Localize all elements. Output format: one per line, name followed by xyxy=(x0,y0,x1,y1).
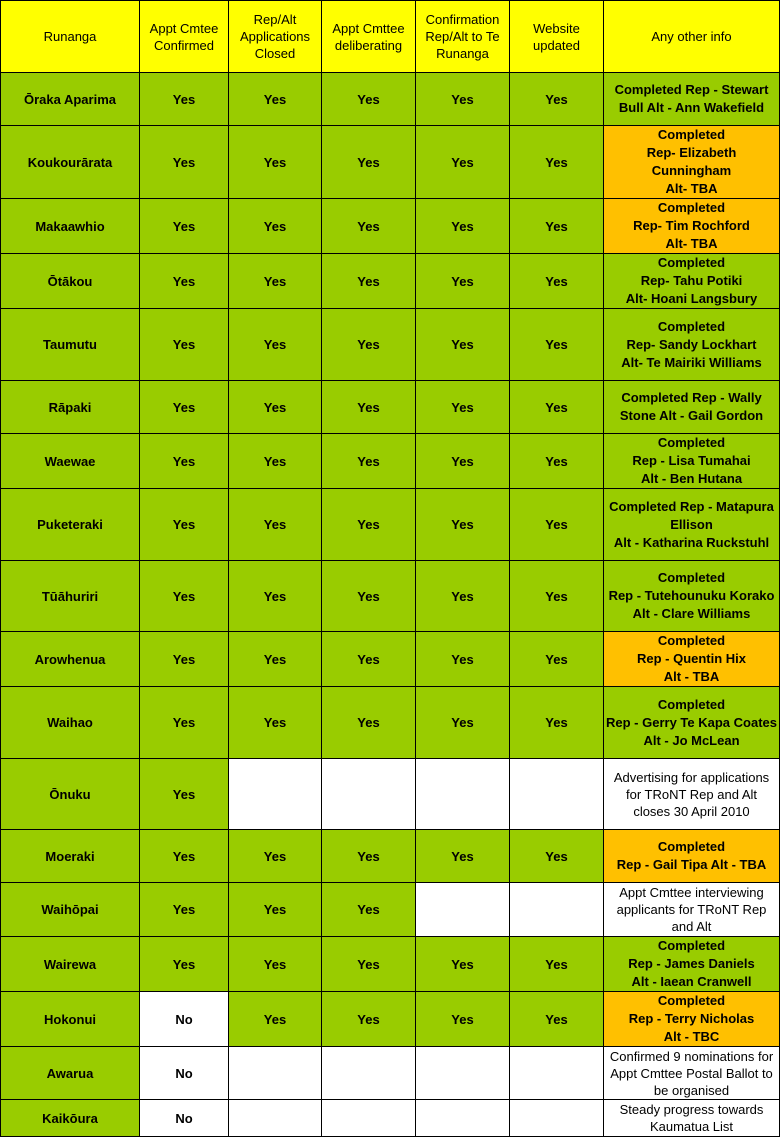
table-row xyxy=(1,254,780,309)
status-cell: Yes xyxy=(229,830,322,883)
empty-cell xyxy=(416,1047,510,1100)
table-row xyxy=(1,883,780,937)
status-cell: Yes xyxy=(140,883,229,937)
status-cell: Yes xyxy=(229,73,322,126)
status-cell: Yes xyxy=(416,126,510,199)
runanga-name: Ōraka Aparima xyxy=(1,73,140,126)
status-cell: Yes xyxy=(229,561,322,632)
other-info-cell: Appt Cmttee interviewing applicants for TRoNT Rep and Alt xyxy=(604,883,780,937)
status-cell: Yes xyxy=(140,561,229,632)
other-info-cell: Completed Rep - Matapura Ellison Alt - Katharina Ruckstuhl xyxy=(604,489,780,561)
empty-cell xyxy=(416,1100,510,1137)
other-info-cell: Completed Rep- Tim Rochford Alt- TBA xyxy=(604,199,780,254)
table-row xyxy=(1,434,780,489)
runanga-name: Rāpaki xyxy=(1,381,140,434)
status-cell: Yes xyxy=(322,199,416,254)
table-row xyxy=(1,489,780,561)
table-row xyxy=(1,1047,780,1100)
status-cell: Yes xyxy=(140,126,229,199)
other-info-cell: Completed Rep - Tutehounuku Korako Alt - Clare Williams xyxy=(604,561,780,632)
status-cell: Yes xyxy=(510,992,604,1047)
header-other-info: Any other info xyxy=(604,1,780,73)
other-info-cell: Confirmed 9 nominations for Appt Cmttee Postal Ballot to be organised xyxy=(604,1047,780,1100)
status-cell: Yes xyxy=(510,254,604,309)
status-cell: Yes xyxy=(416,254,510,309)
table-row xyxy=(1,1100,780,1137)
status-cell: Yes xyxy=(510,489,604,561)
status-cell: Yes xyxy=(140,309,229,381)
status-cell: Yes xyxy=(510,687,604,759)
empty-cell xyxy=(416,759,510,830)
runanga-name: Koukourārata xyxy=(1,126,140,199)
status-cell: Yes xyxy=(322,830,416,883)
runanga-name: Waihao xyxy=(1,687,140,759)
runanga-name: Tūāhuriri xyxy=(1,561,140,632)
status-cell: Yes xyxy=(322,381,416,434)
runanga-name: Hokonui xyxy=(1,992,140,1047)
status-cell: Yes xyxy=(322,687,416,759)
empty-cell xyxy=(229,1047,322,1100)
runanga-name: Ōtākou xyxy=(1,254,140,309)
empty-cell xyxy=(229,759,322,830)
status-cell: Yes xyxy=(229,489,322,561)
status-cell: Yes xyxy=(416,830,510,883)
runanga-name: Awarua xyxy=(1,1047,140,1100)
status-cell: Yes xyxy=(322,632,416,687)
status-cell: Yes xyxy=(416,73,510,126)
empty-cell xyxy=(416,883,510,937)
status-cell: Yes xyxy=(140,489,229,561)
table-row xyxy=(1,381,780,434)
runanga-name: Ōnuku xyxy=(1,759,140,830)
runanga-name: Wairewa xyxy=(1,937,140,992)
table-row xyxy=(1,687,780,759)
status-cell: Yes xyxy=(322,992,416,1047)
table-row xyxy=(1,830,780,883)
runanga-name: Waewae xyxy=(1,434,140,489)
header-runanga: Runanga xyxy=(1,1,140,73)
status-cell: Yes xyxy=(229,126,322,199)
table-row xyxy=(1,937,780,992)
status-cell: Yes xyxy=(510,309,604,381)
other-info-cell: Completed Rep - James Daniels Alt - Iaean Cranwell xyxy=(604,937,780,992)
table-row xyxy=(1,759,780,830)
status-cell: Yes xyxy=(510,937,604,992)
status-cell: Yes xyxy=(416,937,510,992)
other-info-cell: Completed Rep - Quentin Hix Alt - TBA xyxy=(604,632,780,687)
other-info-cell: Advertising for applications for TRoNT Rep and Alt closes 30 April 2010 xyxy=(604,759,780,830)
status-cell: Yes xyxy=(229,632,322,687)
runanga-name: Taumutu xyxy=(1,309,140,381)
other-info-cell: Steady progress towards Kaumatua List xyxy=(604,1100,780,1137)
status-cell: Yes xyxy=(140,830,229,883)
empty-cell xyxy=(229,1100,322,1137)
status-cell: Yes xyxy=(140,632,229,687)
status-cell: Yes xyxy=(416,489,510,561)
empty-cell xyxy=(510,1047,604,1100)
status-cell: Yes xyxy=(416,687,510,759)
header-applications-closed: Rep/Alt Applications Closed xyxy=(229,1,322,73)
status-cell: Yes xyxy=(140,687,229,759)
status-cell: Yes xyxy=(229,309,322,381)
status-cell: Yes xyxy=(229,937,322,992)
runanga-name: Kaikōura xyxy=(1,1100,140,1137)
status-cell: Yes xyxy=(416,199,510,254)
status-cell: No xyxy=(140,1100,229,1137)
status-cell: Yes xyxy=(229,199,322,254)
status-cell: No xyxy=(140,992,229,1047)
status-cell: Yes xyxy=(510,561,604,632)
other-info-cell: Completed Rep - Terry Nicholas Alt - TBC xyxy=(604,992,780,1047)
empty-cell xyxy=(510,883,604,937)
other-info-cell: Completed Rep - Gail Tipa Alt - TBA xyxy=(604,830,780,883)
status-cell: Yes xyxy=(416,561,510,632)
status-cell: Yes xyxy=(416,434,510,489)
status-cell: Yes xyxy=(322,309,416,381)
status-cell: Yes xyxy=(140,759,229,830)
header-row xyxy=(1,1,780,73)
header-appt-cmtee-confirmed: Appt Cmtee Confirmed xyxy=(140,1,229,73)
status-cell: Yes xyxy=(140,199,229,254)
status-cell: Yes xyxy=(510,199,604,254)
table-row xyxy=(1,309,780,381)
status-cell: Yes xyxy=(229,687,322,759)
status-cell: Yes xyxy=(416,992,510,1047)
header-website-updated: Website updated xyxy=(510,1,604,73)
status-cell: Yes xyxy=(140,937,229,992)
other-info-cell: Completed Rep- Tahu Potiki Alt- Hoani Langsbury xyxy=(604,254,780,309)
status-cell: Yes xyxy=(416,309,510,381)
empty-cell xyxy=(322,1100,416,1137)
other-info-cell: Completed Rep - Stewart Bull Alt - Ann Wakefield xyxy=(604,73,780,126)
other-info-cell: Completed Rep - Gerry Te Kapa Coates Alt - Jo McLean xyxy=(604,687,780,759)
status-cell: Yes xyxy=(140,254,229,309)
status-cell: Yes xyxy=(140,73,229,126)
status-cell: Yes xyxy=(322,489,416,561)
status-cell: Yes xyxy=(140,381,229,434)
runanga-name: Puketeraki xyxy=(1,489,140,561)
status-cell: Yes xyxy=(140,434,229,489)
status-cell: Yes xyxy=(322,434,416,489)
runanga-name: Moeraki xyxy=(1,830,140,883)
empty-cell xyxy=(322,1047,416,1100)
table-row xyxy=(1,992,780,1047)
status-cell: Yes xyxy=(322,126,416,199)
table-row xyxy=(1,199,780,254)
status-cell: Yes xyxy=(510,632,604,687)
table-row xyxy=(1,561,780,632)
other-info-cell: Completed Rep - Lisa Tumahai Alt - Ben Hutana xyxy=(604,434,780,489)
status-cell: Yes xyxy=(510,434,604,489)
header-confirmation: Confirmation Rep/Alt to Te Runanga xyxy=(416,1,510,73)
status-cell: Yes xyxy=(322,561,416,632)
other-info-cell: Completed Rep - Wally Stone Alt - Gail Gordon xyxy=(604,381,780,434)
header-cmttee-deliberating: Appt Cmttee deliberating xyxy=(322,1,416,73)
table-row xyxy=(1,126,780,199)
status-cell: Yes xyxy=(416,381,510,434)
status-cell: Yes xyxy=(510,73,604,126)
empty-cell xyxy=(322,759,416,830)
runanga-name: Waihōpai xyxy=(1,883,140,937)
empty-cell xyxy=(510,759,604,830)
status-cell: Yes xyxy=(510,381,604,434)
empty-cell xyxy=(510,1100,604,1137)
status-cell: No xyxy=(140,1047,229,1100)
status-cell: Yes xyxy=(510,830,604,883)
status-cell: Yes xyxy=(229,254,322,309)
status-cell: Yes xyxy=(322,73,416,126)
other-info-cell: Completed Rep- Sandy Lockhart Alt- Te Mairiki Williams xyxy=(604,309,780,381)
status-cell: Yes xyxy=(322,254,416,309)
status-cell: Yes xyxy=(229,883,322,937)
table-row xyxy=(1,632,780,687)
status-cell: Yes xyxy=(229,992,322,1047)
status-cell: Yes xyxy=(416,632,510,687)
status-cell: Yes xyxy=(229,381,322,434)
table-row xyxy=(1,73,780,126)
other-info-cell: Completed Rep- Elizabeth Cunningham Alt- TBA xyxy=(604,126,780,199)
status-cell: Yes xyxy=(229,434,322,489)
runanga-name: Arowhenua xyxy=(1,632,140,687)
runanga-name: Makaawhio xyxy=(1,199,140,254)
status-cell: Yes xyxy=(322,883,416,937)
status-cell: Yes xyxy=(322,937,416,992)
status-cell: Yes xyxy=(510,126,604,199)
